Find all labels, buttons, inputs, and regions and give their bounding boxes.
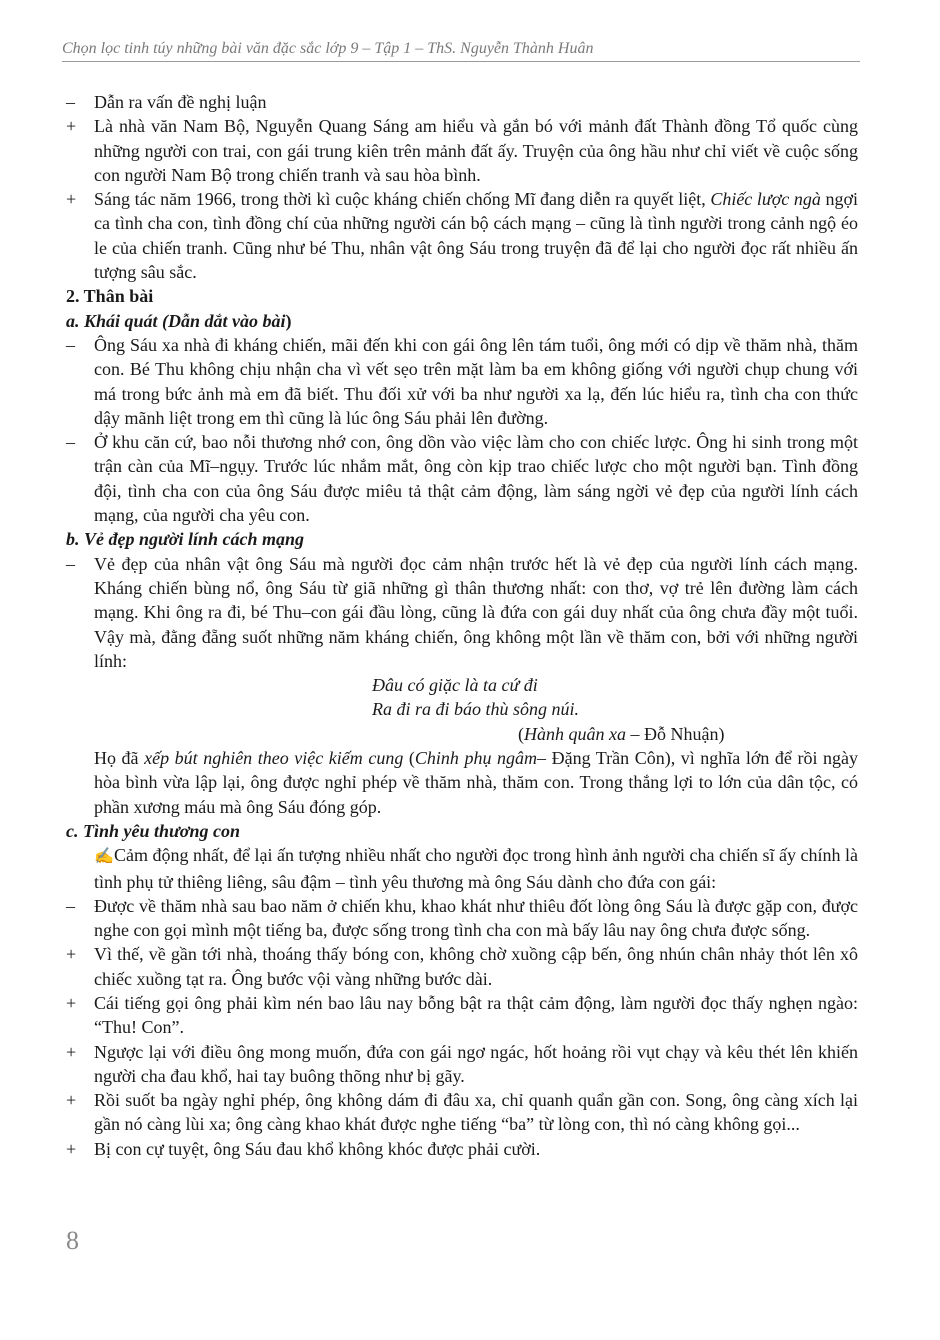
item-text: Cái tiếng gọi ông phải kìm nén bao lâu nay bỗng bật ra thật cảm động, làm người đọc thấy nghẹn ngào: “Thu! Con”. <box>94 992 858 1038</box>
item-text: Rồi suốt ba ngày nghỉ phép, ông không dám đi đâu xa, chỉ quanh quẩn gần con. Song, ông càng xích lại gần nó càng lùi xa; ông càng khao khát được nghe tiếng “ba” từ lòng con, thì nó càng không gọi... <box>94 1090 858 1135</box>
poem-line: Ra đi ra đi báo thù sông núi. <box>372 699 580 720</box>
list-marker: + <box>66 944 77 965</box>
list-item <box>66 333 858 430</box>
list-item <box>66 90 858 114</box>
list-item <box>66 1040 858 1089</box>
list-item <box>66 430 858 527</box>
list-item <box>66 114 858 187</box>
item-text: Ở khu căn cứ, bao nỗi thương nhớ con, ông dồn vào việc làm cho con chiếc lược. Ông hi sinh trong một trận càn của Mĩ–ngụy. Trước lúc nhắm mắt, ông còn kịp trao chiếc lược cho một người bạn. Tình đồng đội, tình cha con của ông Sáu được miêu tả thật cảm động, làm sáng ngời vẻ đẹp của người lính cách mạng, của người cha yêu con. <box>94 432 858 526</box>
list-marker: + <box>66 1041 77 1062</box>
item-text: Bị con cự tuyệt, ông Sáu đau khổ không khóc được phải cười. <box>94 1138 541 1159</box>
list-marker: + <box>66 1138 77 1159</box>
page-number: 8 <box>66 1226 79 1255</box>
item-text: Sáng tác năm 1966, trong thời kì cuộc kháng chiến chống Mĩ đang diễn ra quyết liệt, <box>94 189 711 210</box>
poem-line: Đâu có giặc là ta cứ đi <box>372 675 538 696</box>
list-marker: – <box>66 895 75 916</box>
list-marker: + <box>66 189 77 210</box>
paragraph: ✍Cảm động nhất, để lại ấn tượng nhiều nhất cho người đọc trong hình ảnh người cha chiến sĩ ấy chính là tình phụ tử thiêng liêng, sâu đậm – tình yêu thương mà ông Sáu dành cho đứa con gái: <box>94 845 859 892</box>
running-header: Chọn lọc tinh túy những bài văn đặc sắc lớp 9 – Tập 1 – ThS. Nguyễn Thành Huân <box>62 40 860 62</box>
item-text: Vì thế, về gần tới nhà, thoáng thấy bóng con, không chờ xuồng cập bến, ông nhún chân nhảy thót lên xô chiếc xuồng tạt ra. Ông bước vội vàng những bước dài. <box>94 944 858 989</box>
list-marker: – <box>66 432 75 453</box>
item-text: Ông Sáu xa nhà đi kháng chiến, mãi đến khi con gái ông lên tám tuổi, ông mới có dịp về thăm nhà, thăm con. Bé Thu không chịu nhận cha vì vết sẹo trên mặt làm ba em không giống với người chụp chung với má trong bức ảnh mà em đã biết. Thu đối xử với ba như người xa lạ, đến lúc hiểu ra, tình cha con thức dậy mãnh liệt trong em thì cũng là lúc ông Sáu phải lên đường. <box>94 334 858 428</box>
item-text: ngợi ca tình cha con, tình đồng chí của những người cán bộ cách mạng – cũng là tình người trong cảnh ngộ éo le của chiến tranh. Cũng như bé Thu, nhân vật ông Sáu trong truyện đã để lại cho người đọc rất nhiều ấn tượng sâu sắc. <box>94 189 858 283</box>
item-text: Được về thăm nhà sau bao năm ở chiến khu, khao khát như thiêu đốt lòng ông Sáu là được gặp con, được nghe con gọi mình một tiếng ba, được sống trong tình cha con mà bấy lâu nay ông chưa được sống. <box>94 895 858 941</box>
subsection-heading-b: b. Vẻ đẹp người lính cách mạng <box>66 529 304 550</box>
item-text: Ngược lại với điều ông mong muốn, đứa con gái ngơ ngác, hốt hoảng rồi vụt chạy và kêu thét lên khiến người cha đau khổ, hai tay buông thõng như bị gãy. <box>94 1041 858 1086</box>
poem-source: (Hành quân xa – Đỗ Nhuận) <box>518 723 725 744</box>
list-marker: + <box>66 116 77 137</box>
list-item <box>66 552 858 673</box>
list-item <box>66 894 858 943</box>
list-item <box>66 1137 858 1161</box>
subsection-heading-c: c. Tình yêu thương con <box>66 820 240 841</box>
list-marker: – <box>66 334 75 355</box>
work-title: Chiếc lược ngà <box>710 189 821 210</box>
pen-icon: ✍ <box>94 848 114 866</box>
list-item <box>66 1088 858 1137</box>
list-item <box>66 991 858 1040</box>
subsection-heading-a: a. Khái quát (Dẫn dắt vào bài) <box>66 310 292 331</box>
paragraph: Họ đã xếp bút nghiên theo việc kiếm cung (Chinh phụ ngâm– Đặng Trần Côn), vì nghĩa lớn để rồi ngày hòa bình vừa lập lại, ông được nghỉ phép về thăm nhà, thăm con. Trong thắng lợi to lớn của dân tộc, có phần xương máu mà ông Sáu đóng góp. <box>94 748 859 817</box>
list-marker: + <box>66 992 77 1013</box>
list-marker: + <box>66 1090 77 1111</box>
section-heading: 2. Thân bài <box>66 286 154 307</box>
list-item <box>66 187 858 284</box>
list-marker: – <box>66 553 75 574</box>
item-text: Dẫn ra vấn đề nghị luận <box>94 92 267 112</box>
list-item <box>66 942 858 991</box>
list-marker: – <box>66 92 75 112</box>
item-text: Là nhà văn Nam Bộ, Nguyễn Quang Sáng am hiểu và gắn bó với mảnh đất Thành đồng Tổ quốc cùng những người con trai, con gái trung kiên trên mảnh đất ấy. Truyện của ông hầu như chỉ viết về cuộc sống con người Nam Bộ trong chiến tranh và sau hòa bình. <box>94 116 858 185</box>
item-text: Vẻ đẹp của nhân vật ông Sáu mà người đọc cảm nhận trước hết là vẻ đẹp của người lính cách mạng. Kháng chiến bùng nổ, ông Sáu từ giã những gì thân thương nhất: con thơ, vợ trẻ lên đường làm cách mạng. Khi ông ra đi, bé Thu–con gái đầu lòng, cũng là đứa con gái duy nhất của ông chưa đầy một tuổi. Vậy mà, đằng đẵng suốt những năm kháng chiến, ông không một lần về thăm con, bởi với những người lính: <box>94 553 858 671</box>
page-body <box>66 90 858 1161</box>
